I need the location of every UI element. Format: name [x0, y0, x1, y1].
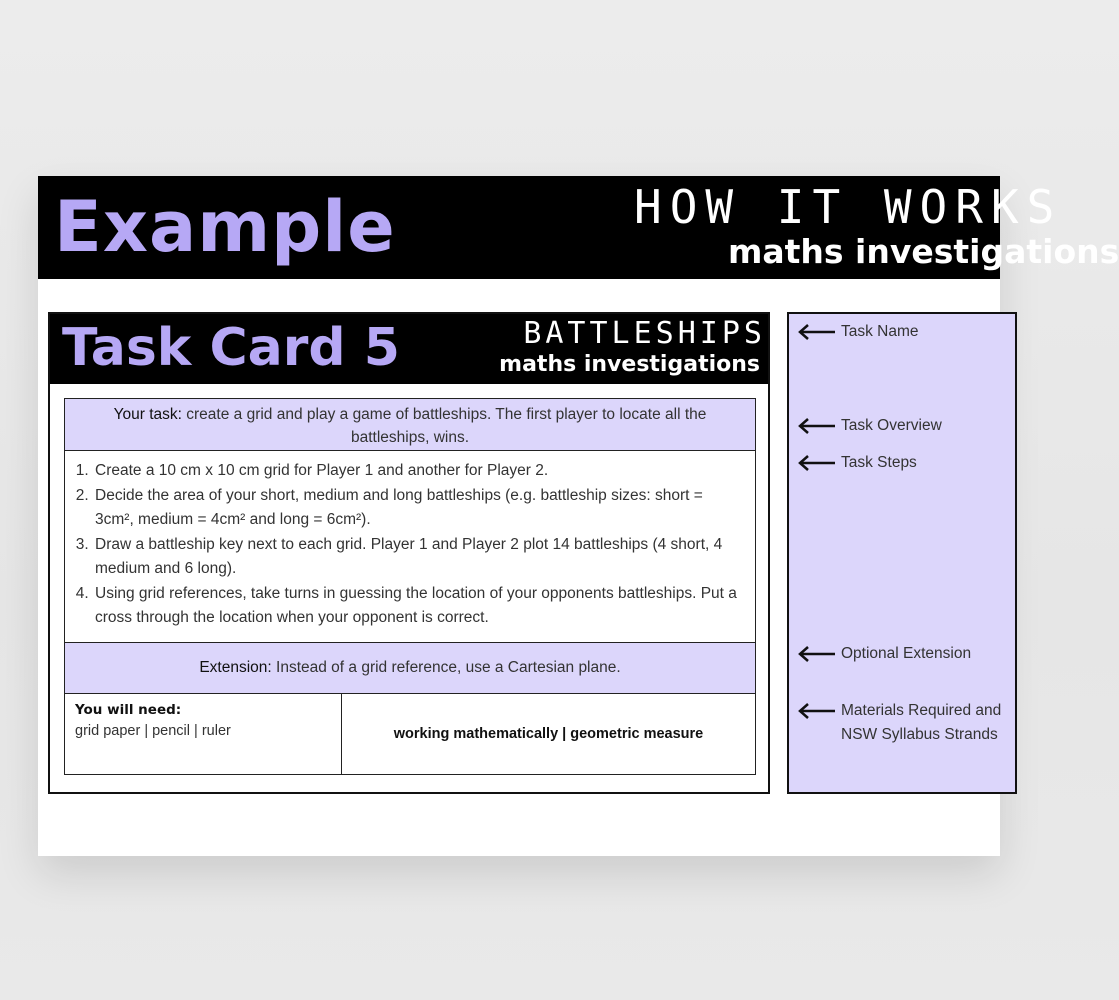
banner-title: Example [54, 186, 396, 268]
top-banner [38, 176, 1119, 279]
step-item: 4. Using grid references, take turns in guessing the location of your opponents battleships. Put a cross through the location when your opponent is correct. [93, 582, 745, 631]
task-overview [65, 399, 755, 451]
note-label: Optional Extension [841, 645, 972, 662]
card-title: Task Card 5 [62, 318, 400, 378]
note-label: Task Overview [841, 417, 942, 434]
note-task-overview [795, 414, 942, 438]
need-label: You will need: [75, 702, 182, 718]
arrow-left-icon [795, 451, 837, 475]
extension-row [65, 643, 755, 694]
arrow-left-icon [795, 414, 837, 438]
strands-text: working mathematically | geometric measure [393, 726, 704, 742]
card-header [50, 314, 768, 384]
note-label: NSW Syllabus Strands [841, 726, 998, 743]
materials-row [65, 694, 755, 774]
note-label-group [841, 699, 1001, 747]
card-subtitle: maths investigations [499, 352, 760, 377]
need-items: grid paper | pencil | ruler [75, 723, 231, 739]
note-task-steps [795, 451, 917, 475]
note-label: Task Name [841, 323, 919, 340]
task-label: Your task: [113, 406, 182, 423]
step-item: 2. Decide the area of your short, medium and long battleships (e.g. battleship sizes: short = 3cm², medium = 4cm² and long = 6cm²). [93, 484, 745, 533]
banner-subheading: maths investigations [728, 232, 1119, 271]
task-table [64, 398, 756, 775]
arrow-left-icon [795, 320, 837, 344]
materials-cell [65, 694, 342, 774]
arrow-left-icon [795, 699, 837, 723]
task-text: create a grid and play a game of battleships. The first player to locate all the battleships, wins. [186, 406, 707, 446]
task-steps [65, 451, 755, 643]
note-task-name [795, 320, 919, 344]
strands-cell [342, 694, 755, 774]
step-item: 3. Draw a battleship key next to each grid. Player 1 and Player 2 plot 14 battleships (4 short, 4 medium and 6 long). [93, 533, 745, 582]
extension-label: Extension: [199, 659, 272, 676]
extension-text: Instead of a grid reference, use a Cartesian plane. [276, 659, 621, 676]
slide [38, 176, 1119, 856]
note-materials [795, 699, 1001, 747]
step-item: 1. Create a 10 cm x 10 cm grid for Player 1 and another for Player 2. [93, 459, 745, 484]
banner-heading: HOW IT WORKS [634, 180, 1063, 234]
note-label: Materials Required and [841, 702, 1002, 719]
legend-panel [787, 312, 1017, 794]
note-optional-extension [795, 642, 971, 666]
task-name: BATTLESHIPS [523, 316, 766, 351]
note-label: Task Steps [841, 454, 917, 471]
arrow-left-icon [795, 642, 837, 666]
task-card [48, 312, 770, 794]
